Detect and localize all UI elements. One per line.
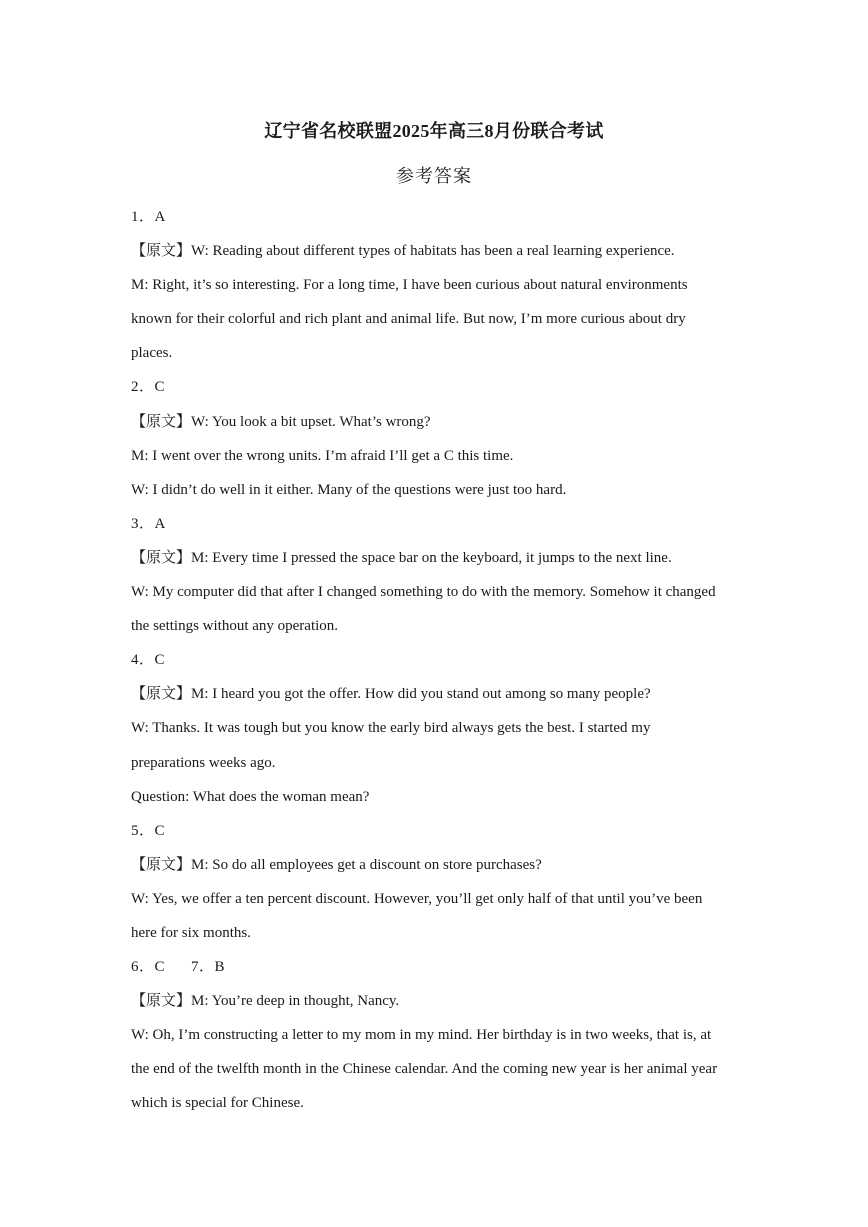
transcript-line: W: My computer did that after I changed something to do with the memory. Somehow it changed [131,584,716,601]
transcript-line: W: I didn’t do well in it either. Many of the questions were just too hard. [131,481,567,498]
answer-body [131,200,741,1121]
answer-line: 1．A [131,209,166,225]
document-subtitle: 参考答案 [396,166,472,186]
transcript-line: known for their colorful and rich plant and animal life. But now, I’m more curious about dry [131,311,686,328]
transcript-line: which is special for Chinese. [131,1095,304,1112]
transcript-line: 【原文】M: So do all employees get a discount on store purchases? [131,856,542,873]
transcript-line: W: Thanks. It was tough but you know the early bird always gets the best. I started my [131,720,651,737]
transcript-line: 【原文】W: You look a bit upset. What’s wrong? [131,413,431,430]
answer-line: 2．C [131,379,166,396]
answer-line: 3．A [131,515,166,532]
transcript-line: 【原文】M: Every time I pressed the space bar on the keyboard, it jumps to the next line. [131,549,672,566]
transcript-line: M: Right, it’s so interesting. For a long time, I have been curious about natural environments [131,277,688,294]
answer-line: 4．C [131,652,166,669]
answer-line: 5．C [131,822,166,839]
document-title: 辽宁省名校联盟2025年高三8月份联合考试 [264,121,604,141]
transcript-line: 【原文】M: I heard you got the offer. How did you stand out among so many people? [131,686,651,703]
transcript-line: 【原文】W: Reading about different types of habitats has been a real learning experience. [131,243,675,260]
answer-line: 6．C 7．B [131,959,226,976]
transcript-line: the end of the twelfth month in the Chinese calendar. And the coming new year is her animal year [131,1061,718,1078]
transcript-line: preparations weeks ago. [131,754,276,771]
transcript-line: the settings without any operation. [131,618,339,635]
transcript-line: W: Oh, I’m constructing a letter to my mom in my mind. Her birthday is in two weeks, that is, at [131,1027,712,1044]
transcript-line: W: Yes, we offer a ten percent discount. However, you’ll get only half of that until you’ve been [131,890,703,907]
transcript-line: M: I went over the wrong units. I’m afraid I’ll get a C this time. [131,447,514,464]
transcript-line: here for six months. [131,924,251,941]
transcript-line: places. [131,345,173,362]
transcript-line: 【原文】M: You’re deep in thought, Nancy. [131,993,400,1010]
transcript-line: Question: What does the woman mean? [131,788,370,805]
